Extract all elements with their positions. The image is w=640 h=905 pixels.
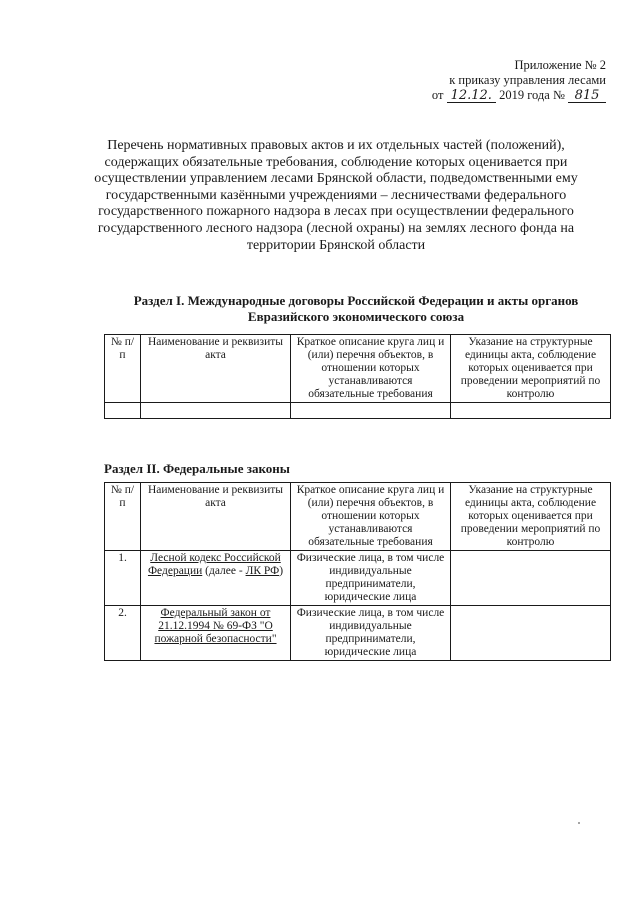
act-link-fire-safety-law[interactable]: Федеральный закон от 21.12.1994 № 69-ФЗ "О пожарной безопасности" [154,607,277,645]
table-row [105,403,611,419]
header-persons: Краткое описание круга лиц и (или) перечня объектов, в отношении которых устанавливаются обязательные требования [291,335,451,403]
table-row [105,606,611,661]
table-cell [105,403,141,419]
appendix-line-1: Приложение № 2 [514,58,606,72]
appendix-year: 2019 года № [499,88,565,102]
act-link-lk-rf[interactable]: ЛК РФ [245,565,280,577]
appendix-line-3 [432,88,606,103]
act-link-forest-code[interactable]: Лесной кодекс Российской Федерации [147,552,281,577]
header-number: № п/п [105,335,141,403]
row-units [451,551,611,606]
section-1-table [104,334,611,419]
handwritten-date: 12.12. [447,89,496,103]
appendix-block [432,58,606,103]
act-abbrev-suffix: ) [279,565,284,577]
row-persons: Физические лица, в том числе индивидуальные предприниматели, юридические лица [291,606,451,661]
row-act-name [141,606,291,661]
header-act-name: Наименование и реквизиты акта [141,335,291,403]
appendix-line-2: к приказу управления лесами [449,73,606,87]
table-cell [291,403,451,419]
section-2-table [104,482,611,661]
appendix-prefix: от [431,88,444,102]
document-title: Перечень нормативных правовых актов и их отдельных частей (положений), содержащих обязательные требования, соблюдение которых оценивается при осуществлении управлением лесами Брянской области, подведомственными ему государственными казёнными учреждениями – лесничествами федерального государственного пожарного надзора в лесах при осуществлении федерального государственного лесного надзора (лесной охраны) на землях лесного фонда на территории Брянской области [94,138,578,253]
table-cell [141,403,291,419]
row-units [451,606,611,661]
section-1-heading: Раздел I. Международные договоры Российской Федерации и акты органов Евразийского экономического союза [133,293,579,324]
row-number: 2. [105,606,141,661]
table-cell [451,403,611,419]
header-act-name: Наименование и реквизиты акта [141,483,291,551]
table-row [105,551,611,606]
header-number: № п/п [105,483,141,551]
section-2-heading: Раздел II. Федеральные законы [104,461,290,476]
row-persons: Физические лица, в том числе индивидуальные предприниматели, юридические лица [291,551,451,606]
header-units: Указание на структурные единицы акта, соблюдение которых оценивается при проведении мероприятий по контролю [451,335,611,403]
table-header-row [105,335,611,403]
header-units: Указание на структурные единицы акта, соблюдение которых оценивается при проведении мероприятий по контролю [451,483,611,551]
header-persons: Краткое описание круга лиц и (или) перечня объектов, в отношении которых устанавливаются обязательные требования [291,483,451,551]
row-number: 1. [105,551,141,606]
scan-artifact [578,822,580,824]
row-act-name [141,551,291,606]
handwritten-order-number: 815 [568,89,606,103]
act-abbrev-prefix: (далее - [205,565,246,577]
table-header-row [105,483,611,551]
